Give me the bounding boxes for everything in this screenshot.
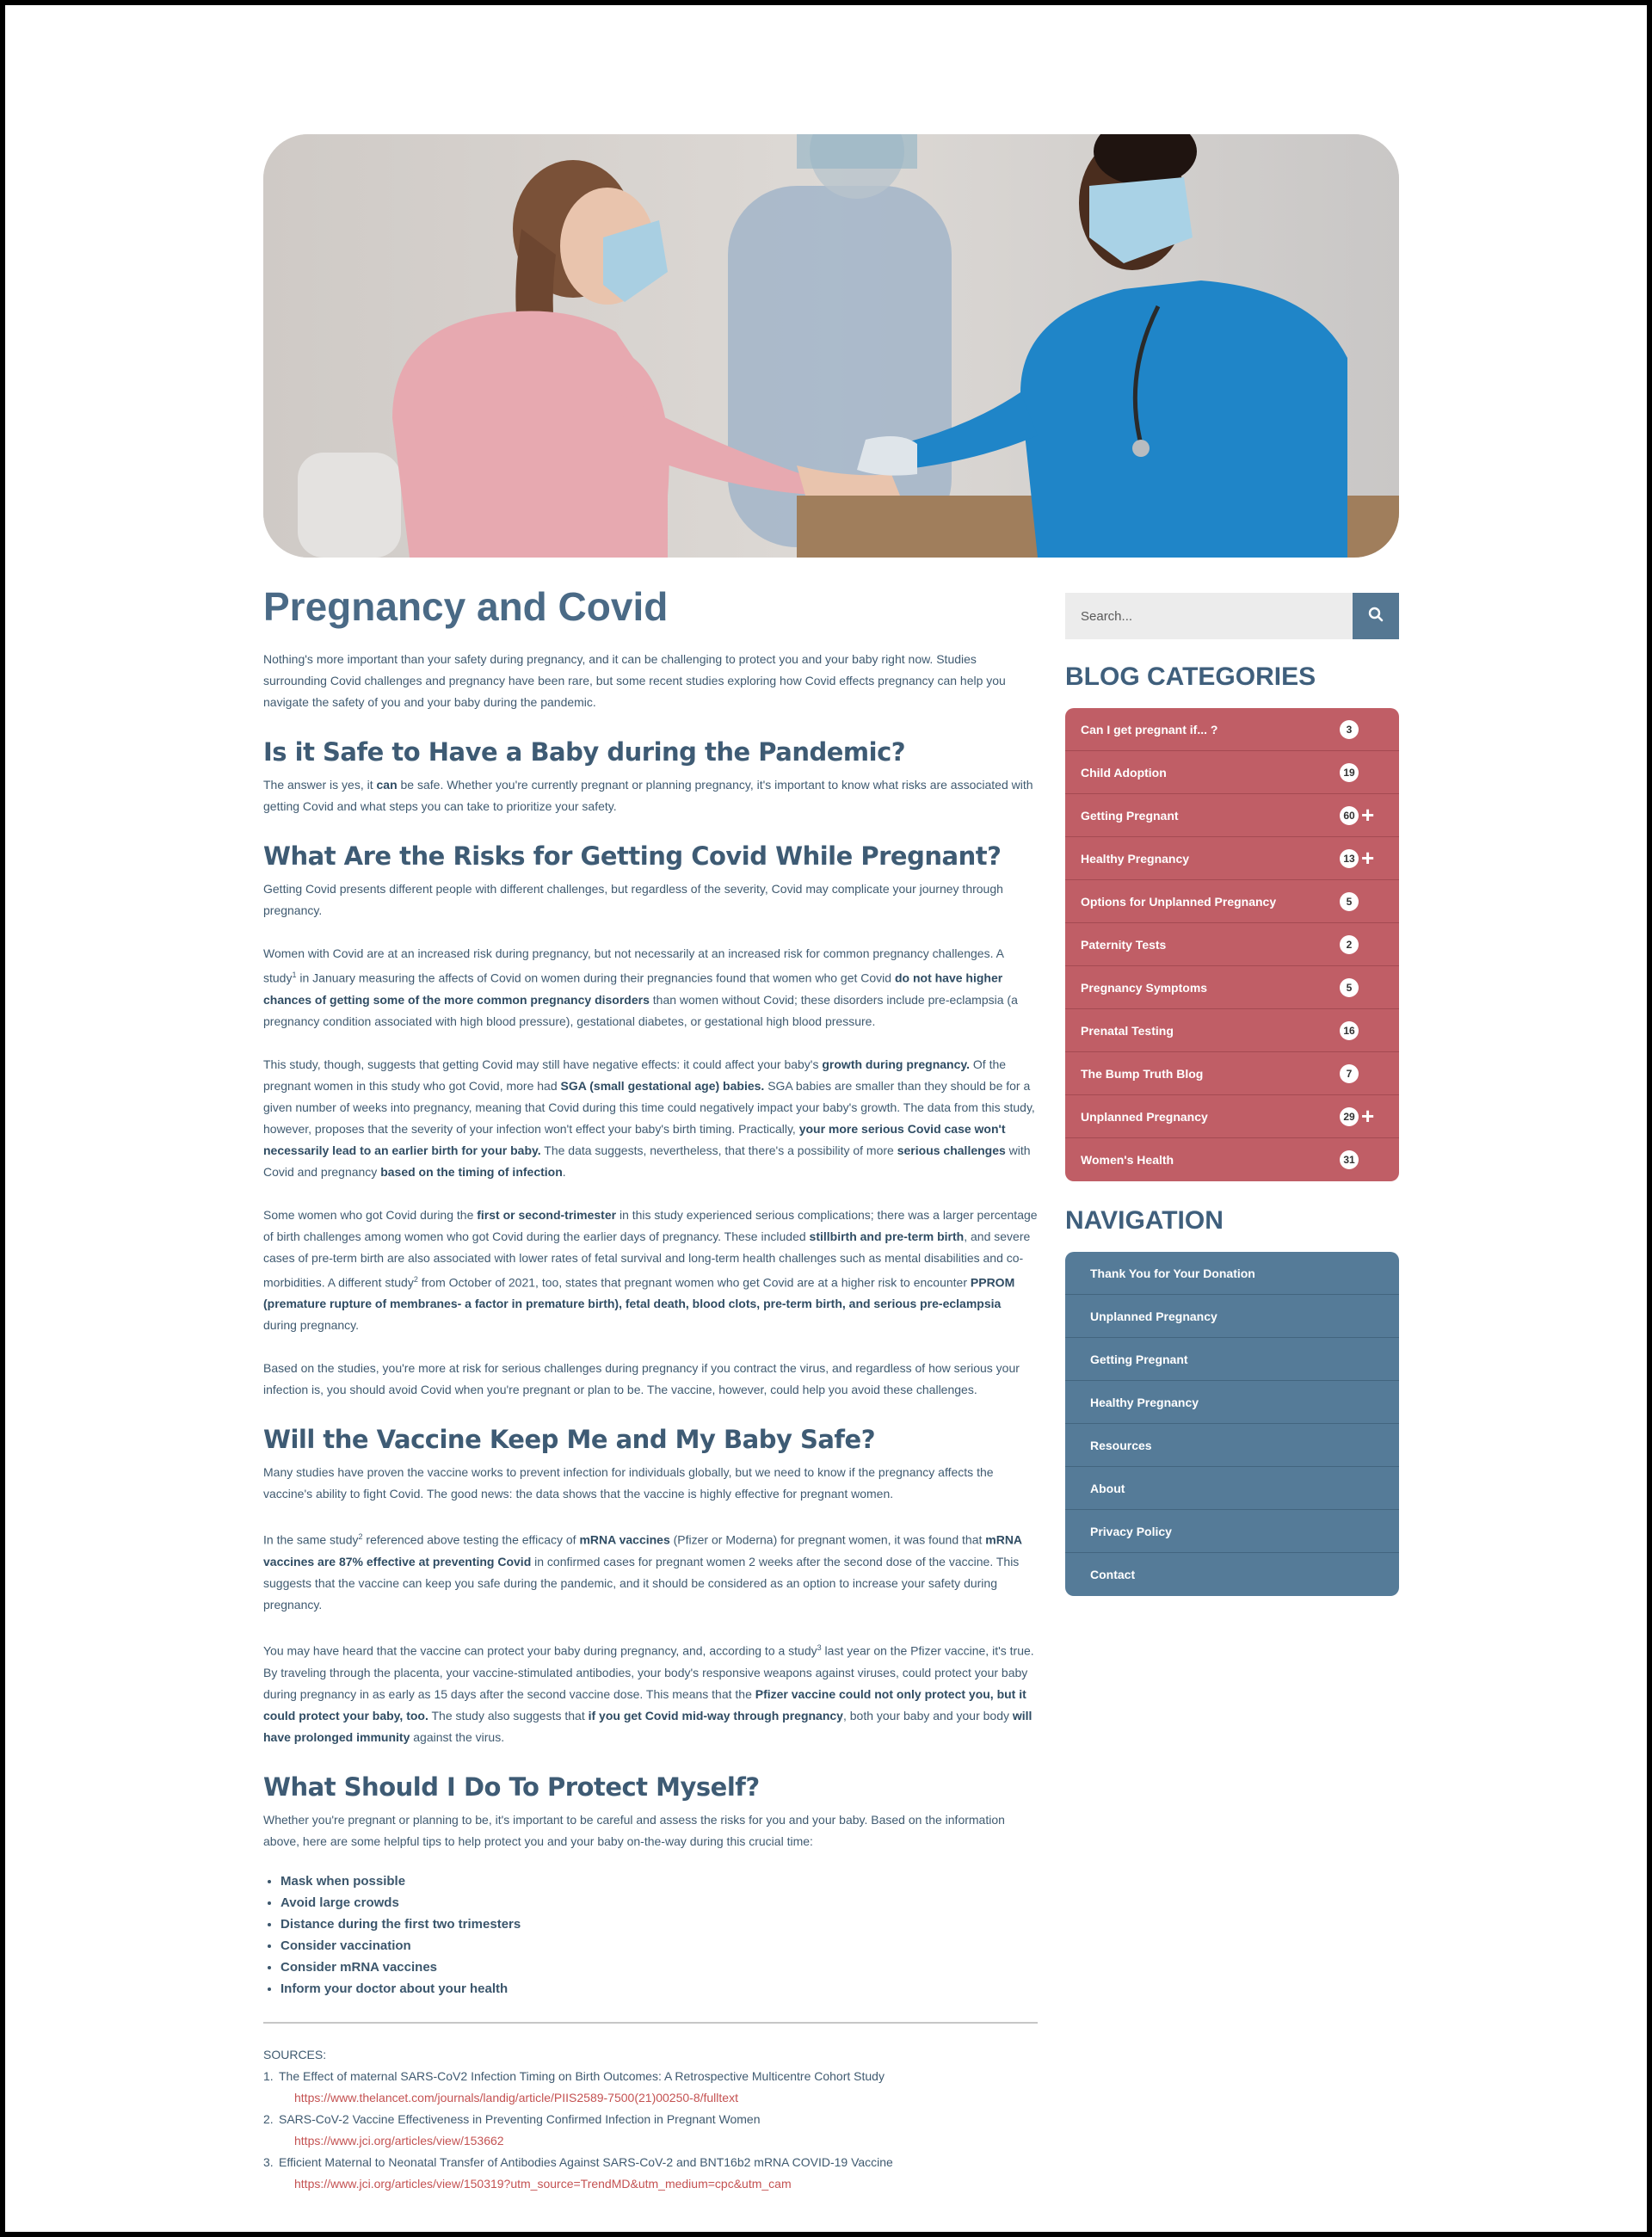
paragraph: In the same study$^2$ referenced above testing the efficacy of mRNA vaccines (Pfizer or Moderna) for pregnant women, it was found that mRNA vaccines are 87% effective at preventing Covid in confirmed cases for pregnant women 2 weeks after the second dose of the vaccine. This suggests that the vaccine can keep you safe during the pandemic, and it should be considered as an option to increase your safety during pregnancy. — [263, 1532, 1022, 1612]
article — [263, 580, 1038, 2195]
nav-label: Contact — [1090, 1568, 1136, 1581]
paragraph: Based on the studies, you're more at risk for serious challenges during pregnancy if you contract the virus, and regardless of how serious your infection is, you should avoid Covid when you're pregnant or plan to be. The vaccine, however, could help you avoid these challenges. — [263, 1361, 1020, 1397]
source-link[interactable]: https://www.thelancet.com/journals/landig/article/PIIS2589-7500(21)00250-8/fulltext — [294, 2090, 738, 2105]
category-item[interactable] — [1065, 966, 1399, 1009]
category-label: Paternity Tests — [1081, 937, 1167, 952]
category-item[interactable] — [1065, 708, 1399, 751]
nav-item[interactable] — [1065, 1424, 1399, 1467]
category-label: Women's Health — [1081, 1153, 1174, 1167]
nav-item[interactable] — [1065, 1381, 1399, 1424]
nav-item[interactable] — [1065, 1467, 1399, 1510]
category-count: 2 — [1340, 935, 1359, 954]
search-form — [1065, 593, 1399, 639]
section-heading-safe: Is it Safe to Have a Baby during the Pandemic? — [263, 737, 906, 767]
paragraph: This study, though, suggests that getting Covid may still have negative effects: it could affect your baby's growth during pregnancy. Of the pregnant women in this study who got Covid, more had SGA (small gestational age) babies. SGA babies are smaller than they should be for a given number of weeks into pregnancy, meaning that Covid during this time could negatively impact your baby's growth. The data from this study, however, proposes that the severity of your infection won't effect your baby's birth timing. Practically, your more serious Covid case won't necessarily lead to an earlier birth for your baby. The data suggests, nevertheless, that there's a possibility of more serious challenges with Covid and pregnancy based on the timing of infection. — [263, 1057, 1035, 1179]
category-item[interactable] — [1065, 1009, 1399, 1052]
category-count: 31 — [1340, 1150, 1359, 1169]
paragraph: Women with Covid are at an increased risk during pregnancy, but not necessarily at an increased risk for common pregnancy challenges. A study$^1$ in January measuring the affects of Covid on women during their pregnancies found that women who get Covid do not have higher chances of getting some of the more common pregnancy disorders than women without Covid; these disorders include pre-eclampsia (a pregnancy condition associated with high blood pressure), gestational diabetes, or gestational high blood pressure. — [263, 946, 1018, 1028]
category-label: Getting Pregnant — [1081, 808, 1179, 823]
category-item[interactable] — [1065, 1138, 1399, 1181]
blog-categories-heading: BLOG CATEGORIES — [1065, 662, 1316, 691]
nav-label: Resources — [1090, 1438, 1152, 1452]
category-item[interactable] — [1065, 794, 1399, 837]
navigation-list — [1065, 1252, 1399, 1596]
list-item: • Avoid large crowds — [280, 1892, 1038, 1913]
category-count: 5 — [1340, 978, 1359, 997]
search-icon — [1368, 607, 1384, 626]
list-item: • Distance during the first two trimesters — [280, 1913, 1038, 1935]
paragraph: Some women who got Covid during the first or second-trimester in this study experienced serious complications; there was a larger percentage of birth challenges among women who got Covid during the earlier days of pregnancy. These included stillbirth and pre-term birth, and severe cases of pre-term birth are also associated with lower rates of fetal survival and long-term health challenges such as mental disabilities and co-morbidities. A different study$^2$ from October of 2021, too, states that pregnant women who get Covid are at a higher risk to encounter PPROM (premature rupture of membranes- a factor in premature birth), fetal death, blood clots, pre-term birth, and serious pre-eclampsia during pregnancy. — [263, 1207, 1038, 1333]
category-count: 19 — [1340, 763, 1359, 782]
source-link[interactable]: https://www.jci.org/articles/view/153662 — [294, 2133, 504, 2148]
source-item — [263, 2152, 1038, 2195]
category-count: 5 — [1340, 892, 1359, 911]
source-title: Efficient Maternal to Neonatal Transfer of Antibodies Against SARS-CoV-2 and BNT16b2 mRNA COVID-19 Vaccine — [279, 2154, 893, 2169]
source-title: SARS-CoV-2 Vaccine Effectiveness in Preventing Confirmed Infection in Pregnant Women — [279, 2111, 761, 2126]
sources-list — [263, 2066, 1038, 2195]
category-item[interactable] — [1065, 837, 1399, 880]
category-item[interactable] — [1065, 923, 1399, 966]
category-label: Healthy Pregnancy — [1081, 851, 1190, 866]
source-title: The Effect of maternal SARS-CoV2 Infection Timing on Birth Outcomes: A Retrospective Multicentre Cohort Study — [279, 2068, 885, 2083]
section-heading-vaccine: Will the Vaccine Keep Me and My Baby Safe? — [263, 1425, 876, 1455]
paragraph: Getting Covid presents different people with different challenges, but regardless of the severity, Covid may complicate your journey through pregnancy. — [263, 882, 1003, 917]
expand-plus-icon[interactable]: + — [1361, 802, 1375, 828]
list-item: • Consider mRNA vaccines — [280, 1957, 1038, 1978]
sidebar — [1065, 593, 1399, 1596]
list-item: • Consider vaccination — [280, 1935, 1038, 1957]
category-label: Can I get pregnant if... ? — [1081, 722, 1218, 736]
navigation-heading: NAVIGATION — [1065, 1206, 1224, 1235]
category-label: Options for Unplanned Pregnancy — [1081, 894, 1277, 909]
nav-label: Healthy Pregnancy — [1090, 1395, 1199, 1409]
sources-label: SOURCES: — [263, 2047, 327, 2061]
source-number: 2. — [263, 2111, 274, 2126]
category-count: 29 — [1340, 1107, 1359, 1126]
category-count: 60 — [1340, 806, 1359, 825]
list-item: • Inform your doctor about your health — [280, 1978, 1038, 2000]
search-button[interactable] — [1353, 593, 1399, 639]
category-label: Pregnancy Symptoms — [1081, 980, 1208, 995]
nav-label: Privacy Policy — [1090, 1524, 1172, 1538]
category-item[interactable] — [1065, 1095, 1399, 1138]
paragraph: Many studies have proven the vaccine works to prevent infection for individuals globally, but we need to know if the pregnancy affects the vaccine's ability to fight Covid. The good news: the data shows that the vaccine is highly effective for pregnant women. — [263, 1465, 994, 1501]
source-number: 1. — [263, 2068, 274, 2083]
blog-categories-list — [1065, 708, 1399, 1181]
category-label: Prenatal Testing — [1081, 1023, 1174, 1038]
nav-item[interactable] — [1065, 1295, 1399, 1338]
page-title: Pregnancy and Covid — [263, 584, 669, 629]
nav-item[interactable] — [1065, 1338, 1399, 1381]
nav-label: Thank You for Your Donation — [1090, 1266, 1255, 1280]
paragraph: You may have heard that the vaccine can protect your baby during pregnancy, and, according to a study$^3$ last year on the Pfizer vaccine, it's true. By traveling through the placenta, your vaccine-stimulated antibodies, your body's responsive weapons against viruses, could protect your baby during pregnancy in as early as 15 days after the second vaccine dose. This means that the Pfizer vaccine could not only protect you, but it could protect your baby, too. The study also suggests that if you get Covid mid-way through pregnancy, both your baby and your body will have prolonged immunity against the virus. — [263, 1642, 1034, 1744]
category-item[interactable] — [1065, 880, 1399, 923]
tips-list — [280, 1870, 1038, 2000]
divider — [263, 2022, 1038, 2024]
category-count: 3 — [1340, 720, 1359, 739]
expand-plus-icon[interactable]: + — [1361, 1103, 1375, 1129]
paragraph: The answer is yes, it can be safe. Whether you're currently pregnant or planning pregnancy, it's important to know what risks are associated with getting Covid and what steps you can take to prioritize your safety. — [263, 778, 1033, 813]
category-item[interactable] — [1065, 1052, 1399, 1095]
source-item — [263, 2109, 1038, 2152]
category-label: The Bump Truth Blog — [1081, 1066, 1204, 1081]
section-heading-risks: What Are the Risks for Getting Covid While Pregnant? — [263, 841, 1002, 871]
expand-plus-icon[interactable]: + — [1361, 845, 1375, 871]
category-item[interactable] — [1065, 751, 1399, 794]
category-count: 7 — [1340, 1064, 1359, 1083]
section-heading-protect: What Should I Do To Protect Myself? — [263, 1772, 760, 1802]
intro-paragraph: Nothing's more important than your safety during pregnancy, and it can be challenging to protect you and your baby right now. Studies surrounding Covid challenges and pregnancy have been rare, but some recent studies exploring how Covid effects pregnancy can help you navigate the safety of you and your baby during the pandemic. — [263, 652, 1006, 709]
nav-item[interactable] — [1065, 1553, 1399, 1596]
nav-item[interactable] — [1065, 1252, 1399, 1295]
category-label: Child Adoption — [1081, 765, 1167, 780]
search-input[interactable] — [1065, 593, 1353, 639]
category-label: Unplanned Pregnancy — [1081, 1109, 1208, 1124]
paragraph: Whether you're pregnant or planning to be, it's important to be careful and assess the risks for you and your baby. Based on the information above, here are some helpful tips to help protect you and your baby on-the-way during this crucial time: — [263, 1812, 1005, 1848]
nav-label: Unplanned Pregnancy — [1090, 1309, 1217, 1323]
nav-item[interactable] — [1065, 1510, 1399, 1553]
source-number: 3. — [263, 2154, 274, 2169]
list-item: • Mask when possible — [280, 1870, 1038, 1892]
nav-label: Getting Pregnant — [1090, 1352, 1188, 1366]
hero-image — [263, 134, 1399, 558]
nav-label: About — [1090, 1481, 1125, 1495]
source-link[interactable]: https://www.jci.org/articles/view/150319?utm_source=TrendMD&utm_medium=cpc&utm_cam — [294, 2176, 792, 2191]
source-item — [263, 2066, 1038, 2109]
category-count: 13 — [1340, 849, 1359, 868]
category-count: 16 — [1340, 1021, 1359, 1040]
